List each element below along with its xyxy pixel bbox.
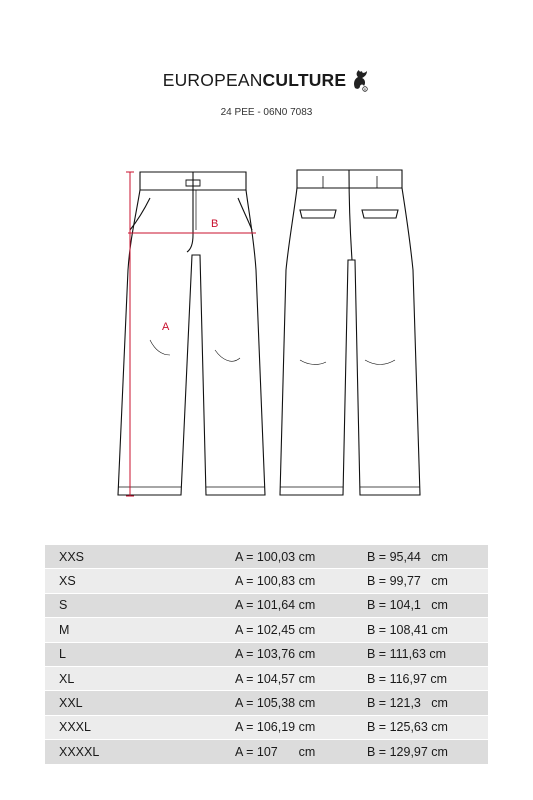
measurement-a-cell: A = 100,03 cm: [235, 545, 367, 569]
size-row: [45, 642, 488, 666]
size-cell: S: [45, 593, 235, 617]
measurement-b-cell: B = 111,63 cm: [367, 642, 488, 666]
brand-logo: [0, 66, 533, 92]
size-cell: XXXL: [45, 715, 235, 739]
measurement-a-cell: A = 100,83 cm: [235, 569, 367, 593]
measurement-lines: [126, 172, 256, 496]
size-cell: XXXXL: [45, 740, 235, 764]
measurement-b-cell: B = 99,77 cm: [367, 569, 488, 593]
size-cell: L: [45, 642, 235, 666]
brand-name-part1: EUROPEAN: [162, 70, 263, 90]
pants-front-view: [118, 172, 265, 495]
size-row: [45, 691, 488, 715]
svg-text:R: R: [364, 87, 367, 92]
brand-name-part2: CULTURE: [262, 70, 347, 90]
measurement-a-cell: A = 102,45 cm: [235, 618, 367, 642]
size-row: [45, 740, 488, 764]
pants-technical-drawing: [0, 160, 533, 510]
measurement-a-cell: A = 106,19 cm: [235, 715, 367, 739]
measurement-a-cell: A = 101,64 cm: [235, 593, 367, 617]
measurement-b-cell: B = 129,97 cm: [367, 740, 488, 764]
size-cell: XXL: [45, 691, 235, 715]
product-code: 24 PEE - 06N0 7083: [220, 107, 313, 118]
measurement-a-cell: A = 105,38 cm: [235, 691, 367, 715]
size-row: [45, 618, 488, 642]
size-row: [45, 593, 488, 617]
measurement-label-a: A: [162, 321, 170, 333]
measurement-a-cell: A = 107 cm: [235, 740, 367, 764]
measurement-b-cell: B = 125,63 cm: [367, 715, 488, 739]
measurement-b-cell: B = 116,97 cm: [367, 666, 488, 690]
size-cell: XL: [45, 666, 235, 690]
size-cell: XS: [45, 569, 235, 593]
size-row: [45, 569, 488, 593]
measurement-b-cell: B = 104,1 cm: [367, 593, 488, 617]
size-chart-table: [45, 545, 488, 765]
measurement-b-cell: B = 121,3 cm: [367, 691, 488, 715]
size-row: [45, 666, 488, 690]
size-row: [45, 715, 488, 739]
measurement-a-cell: A = 104,57 cm: [235, 666, 367, 690]
size-row: [45, 545, 488, 569]
measurement-b-cell: B = 108,41 cm: [367, 618, 488, 642]
measurement-a-cell: A = 103,76 cm: [235, 642, 367, 666]
size-cell: M: [45, 618, 235, 642]
size-cell: XXS: [45, 545, 235, 569]
griffin-logo-icon: [350, 66, 370, 92]
measurement-b-cell: B = 95,44 cm: [367, 545, 488, 569]
measurement-label-b: B: [211, 218, 219, 230]
pants-back-view: [280, 170, 420, 495]
